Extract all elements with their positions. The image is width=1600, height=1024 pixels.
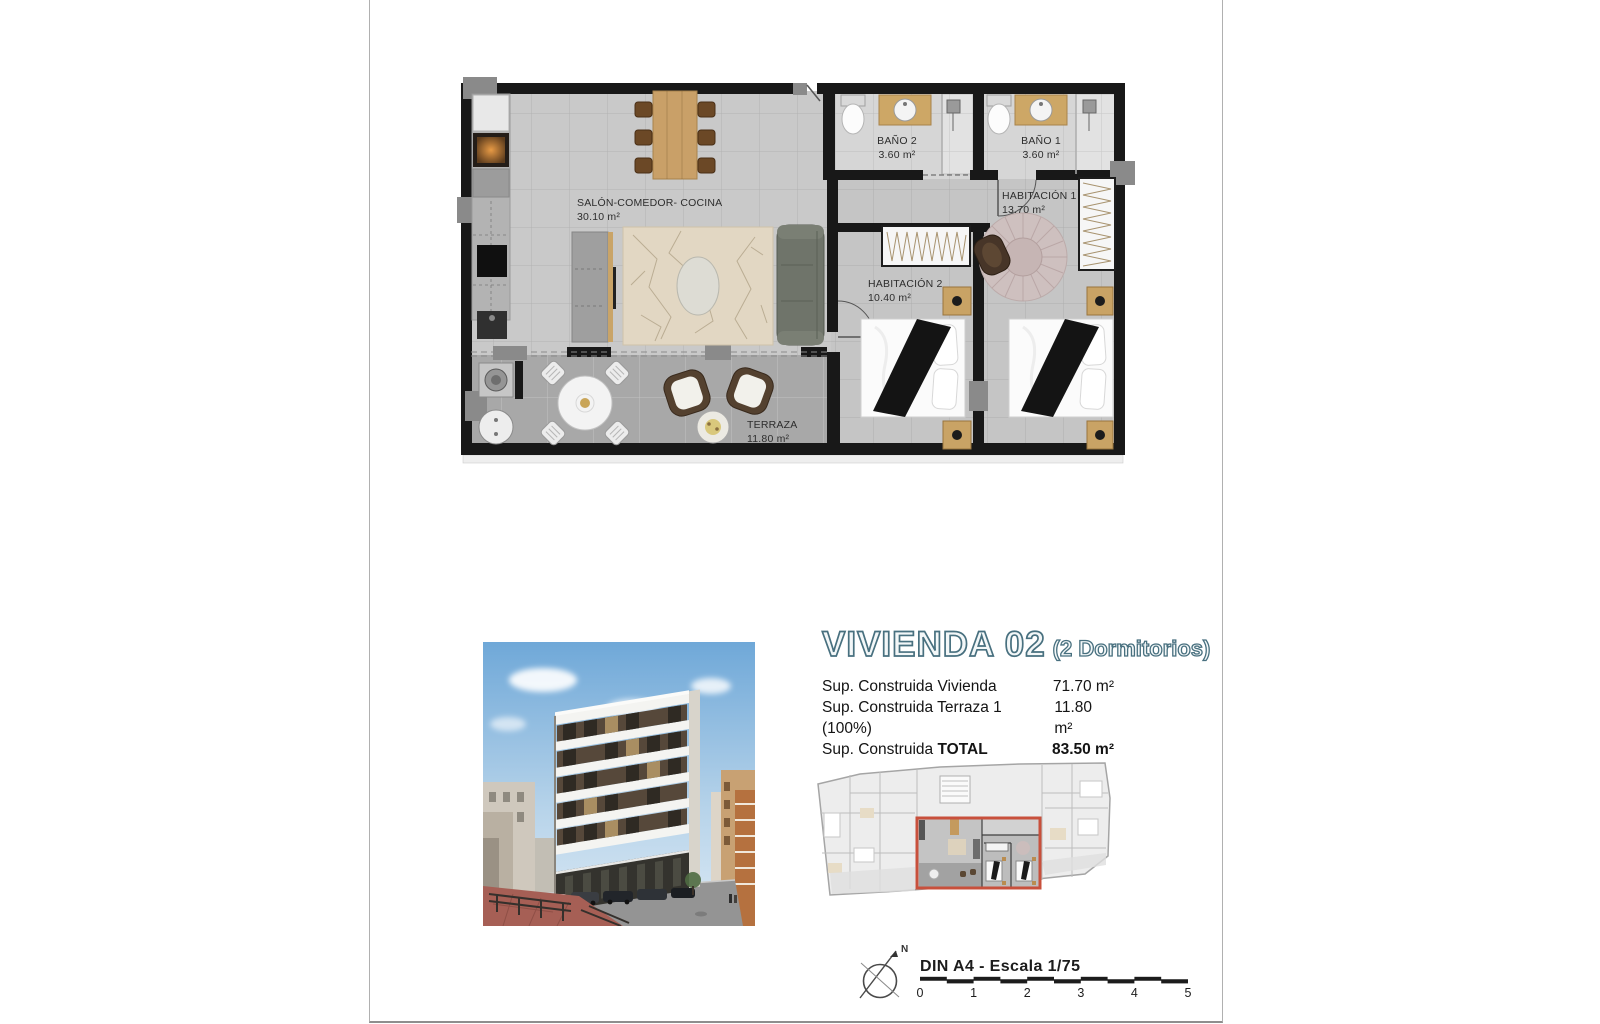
area-row-label: Sup. Construida Vivienda	[822, 678, 997, 695]
room-area: 3.60 m²	[878, 148, 916, 161]
area-table	[822, 676, 1114, 760]
dining-table	[635, 91, 715, 179]
room-label-bano2	[852, 135, 942, 162]
brochure-page	[369, 0, 1223, 1023]
sideboard	[572, 232, 616, 342]
room-label-terraza	[747, 419, 797, 446]
total-label-bold: TOTAL	[937, 741, 988, 758]
highlighted-unit	[917, 818, 1040, 888]
area-row	[822, 676, 1114, 697]
room-name: SALÓN-COMEDOR- COCINA	[577, 197, 723, 209]
room-label-hab1	[1002, 190, 1077, 217]
scale-tick: 2	[1023, 986, 1031, 1000]
unit-title: VIVIENDA 02	[822, 625, 1046, 664]
scale-tick: 4	[1130, 986, 1138, 1000]
area-row-value: 83.50 m²	[1051, 741, 1114, 758]
room-area: 11.80 m²	[747, 432, 790, 445]
living-rug	[623, 227, 773, 345]
sofa	[777, 225, 824, 345]
floor-plan-graphic	[455, 75, 1135, 467]
floor-overview	[810, 753, 1120, 901]
unit-subtitle: (2 Dormitorios)	[1052, 636, 1211, 661]
floor-overview-graphic	[810, 753, 1120, 901]
room-label-salon	[577, 197, 722, 224]
area-row-value: 11.80 m²	[1054, 699, 1093, 737]
room-label-bano1	[996, 135, 1086, 162]
room-label-hab2	[868, 278, 943, 305]
floor-plan	[455, 75, 1135, 467]
room-area: 13.70 m²	[1002, 203, 1046, 216]
building-photo-graphic	[483, 642, 755, 926]
scale-tick: 1	[970, 986, 978, 1000]
wardrobe-hab2	[882, 226, 970, 266]
room-name: BAÑO 2	[877, 135, 917, 147]
kitchen-units	[472, 94, 510, 339]
room-name: HABITACIÓN 1	[1002, 190, 1077, 202]
scale-label: DIN A4 - Escala 1/75	[920, 958, 1081, 975]
room-area: 30.10 m²	[577, 210, 621, 223]
area-row	[822, 697, 1114, 739]
unit-title-block	[822, 625, 1210, 665]
scale-tick: 3	[1077, 986, 1085, 1000]
scale-bar	[917, 977, 1192, 1000]
compass-north-label: N	[901, 944, 909, 955]
scale-bar-block	[838, 938, 1202, 1012]
room-area: 10.40 m²	[868, 291, 912, 304]
scale-bar-graphic	[838, 938, 1202, 1012]
room-name: BAÑO 1	[1021, 135, 1061, 147]
total-label-prefix: Sup. Construida	[822, 741, 938, 758]
room-area: 3.60 m²	[1022, 148, 1060, 161]
scale-tick: 0	[916, 986, 924, 1000]
room-name: TERRAZA	[747, 419, 798, 431]
area-row-label: Sup. Construida Terraza 1 (100%)	[822, 699, 1002, 737]
compass-icon	[860, 944, 908, 998]
area-row-value: 71.70 m²	[1052, 678, 1114, 695]
wardrobe-hab1	[1079, 178, 1115, 270]
room-name: HABITACIÓN 2	[868, 278, 943, 290]
scale-tick: 5	[1184, 986, 1192, 1000]
building-photo	[483, 642, 755, 926]
